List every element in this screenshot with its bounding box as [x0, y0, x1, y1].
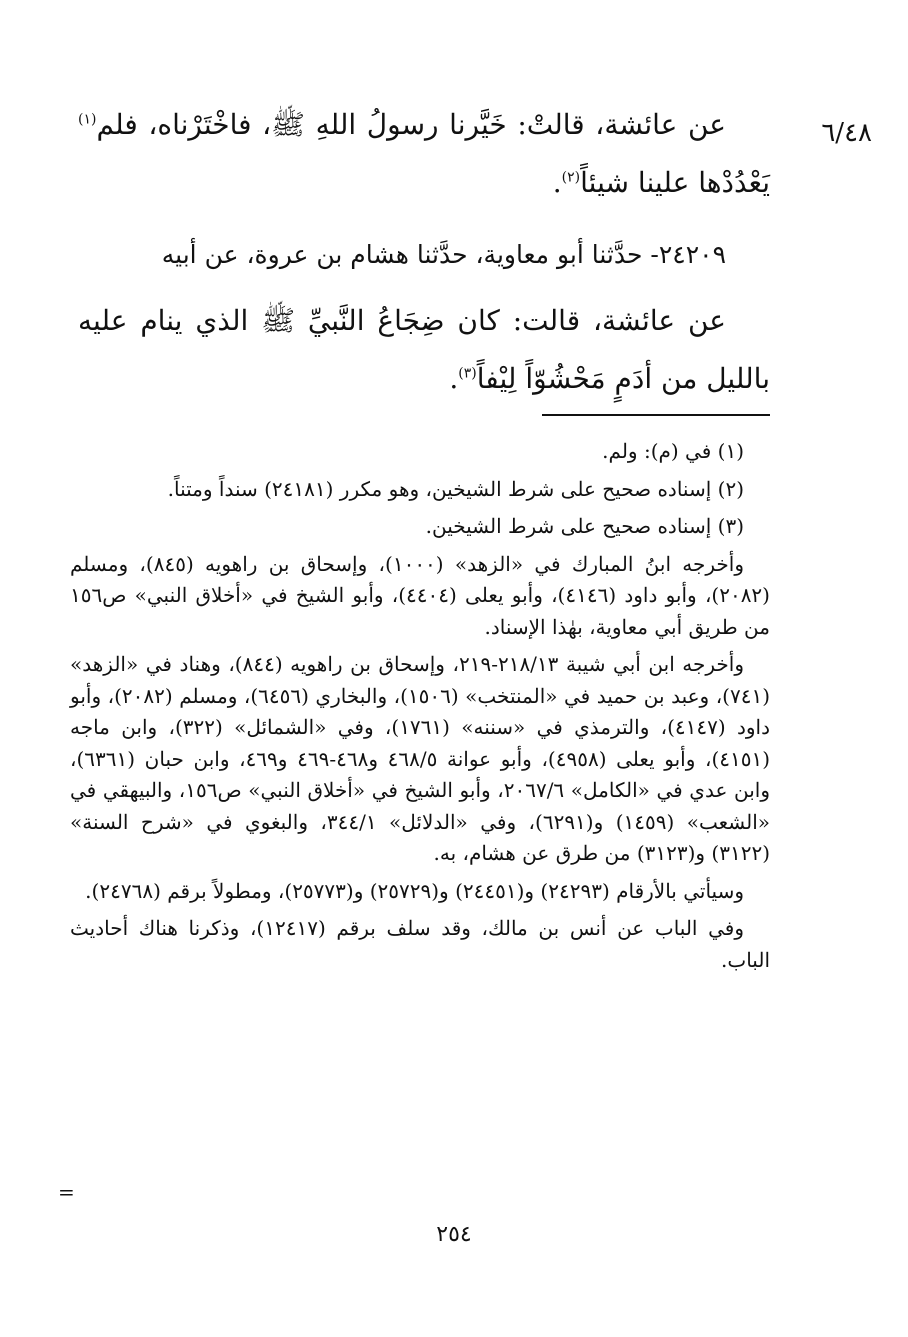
- footnote-1: (١) في (م): ولم.: [602, 439, 744, 463]
- footnote-2: (٢) إسناده صحيح على شرط الشيخين، وهو مكرر (٢٤١٨١) سنداً ومتناً.: [167, 476, 744, 501]
- hadith-a: [78, 96, 770, 212]
- footnote-ref-1: (١): [78, 111, 97, 128]
- hadith-b-matn-para: [78, 292, 770, 408]
- page-number: ٢٥٤: [436, 1222, 472, 1247]
- footnote-3: (٣) إسناده صحيح على شرط الشيخين.: [425, 514, 744, 538]
- hadith-b-isnad: ٢٤٢٠٩- حدَّثنا أبو معاوية، حدَّثنا هشام بن عروة، عن أبيه: [161, 240, 726, 269]
- footnote-3-bab: وفي الباب عن أنس بن مالك، وقد سلف برقم (١٢٤١٧)، وذكرنا هناك أحاديث الباب.: [70, 916, 770, 972]
- footnotes: [70, 436, 770, 982]
- main-text: [78, 96, 770, 408]
- hadith-a-text-1: عن عائشة، قالتْ: خَيَّرنا رسولُ اللهِ ﷺ، فاخْتَرْناه، فلم: [96, 108, 726, 141]
- hadith-b-matn: عن عائشة، قالت: كان ضِجَاعُ النَّبيِّ ﷺ الذي ينام عليه بالليل من أدَمٍ مَحْشُوّاً لِيْفاً: [78, 304, 770, 395]
- footnote-3-cross-ref: وسيأتي بالأرقام (٢٤٢٩٣) و(٢٤٤٥١) و(٢٥٧٢٩) و(٢٥٧٧٣)، ومطولاً برقم (٢٤٧٦٨).: [85, 878, 744, 903]
- hadith-b-end: .: [449, 362, 459, 395]
- hadith-a-end: .: [552, 166, 562, 199]
- continuation-mark: =: [58, 1180, 75, 1204]
- hadith-a-text-2: يَعْدُدْها علينا شيئاً: [580, 166, 770, 199]
- footnote-separator: [542, 414, 770, 416]
- footnote-3-takhrij-1: وأخرجه ابنُ المبارك في «الزهد» (١٠٠٠)، وإسحاق بن راهويه (٨٤٥)، ومسلم (٢٠٨٢)، وأبو داود (٤١٤٦)، وأبو يعلى (٤٤٠٤)، وأبو الشيخ في «أخلاق النبي» ص١٥٦ من طريق أبي معاوية، بهٰذا الإسناد.: [70, 551, 770, 639]
- footnote-3-takhrij-2: وأخرجه ابن أبي شيبة ٢١٨/١٣-٢١٩، وإسحاق بن راهويه (٨٤٤)، وهناد في «الزهد» (٧٤١)، وعبد بن حميد في «المنتخب» (١٥٠٦)، والبخاري (٦٤٥٦)، ومسلم (٢٠٨٢)، وأبو داود (٤١٤٧)، والترمذي في «سننه» (١٧٦١)، وفي «الشمائل» (٣٢٢)، وابن ماجه (٤١٥١)، وأبو يعلى (٤٩٥٨)، وأبو عوانة ٤٦٨/٥ و٤٦٨-٤٦٩ و٤٦٩، وابن حبان (٦٣٦١)، وابن عدي في «الكامل» ٢٠٦٧/٦، وأبو الشيخ في «أخلاق النبي» ص١٥٦، والبيهقي في «الشعب» (١٤٥٩) و(٦٢٩١)، وفي «الدلائل» ٣٤٤/١، والبغوي في «شرح السنة» (٣١٢٢) و(٣١٢٣) من طرق عن هشام، به.: [70, 652, 771, 865]
- footnote-ref-3: (٣): [458, 365, 477, 382]
- footnote-ref-2: (٢): [561, 169, 581, 186]
- volume-reference: ٦/٤٨: [821, 118, 872, 148]
